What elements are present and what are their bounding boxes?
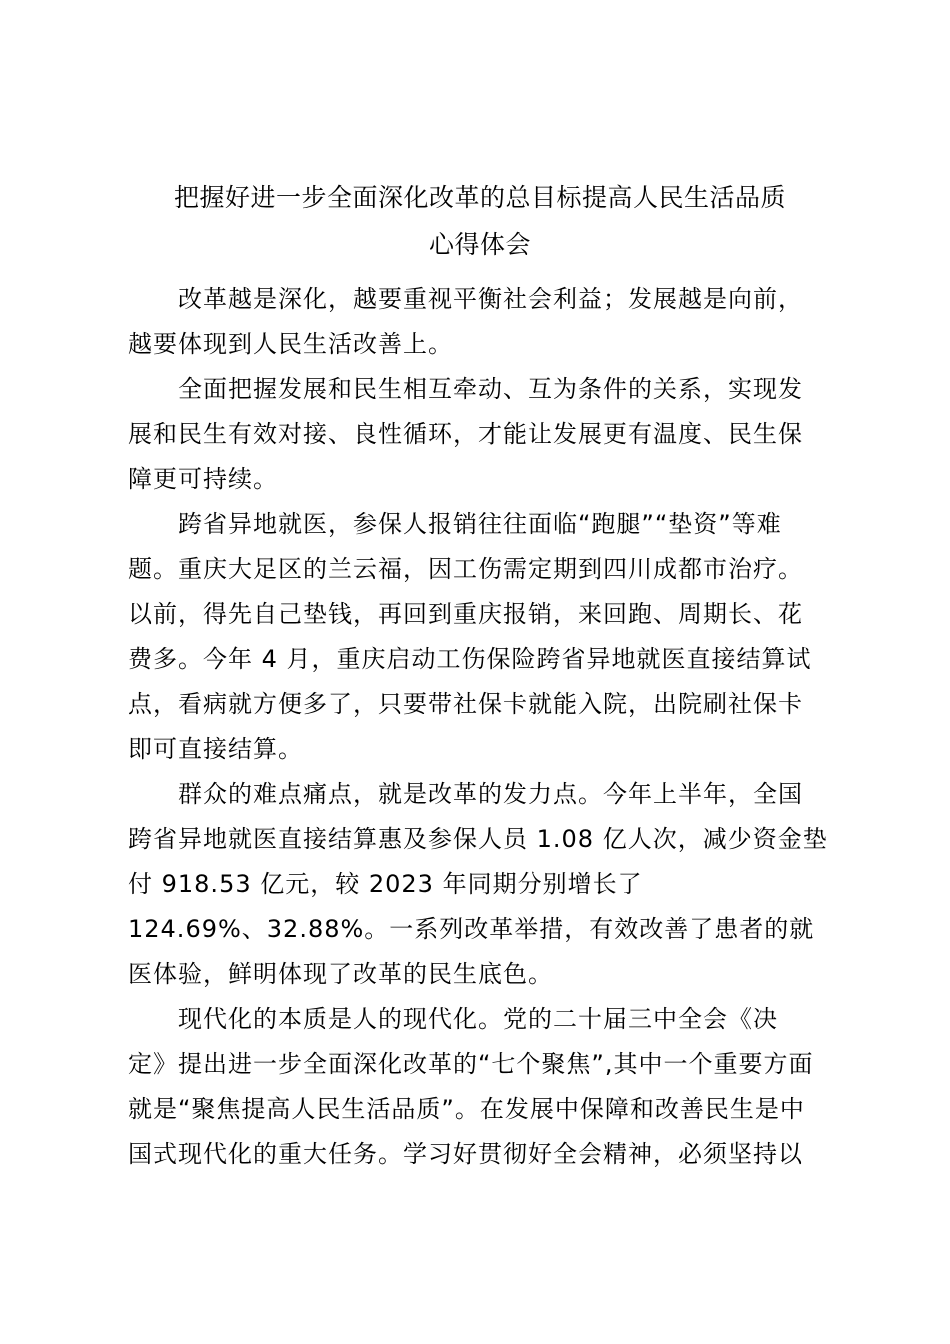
paragraph-3-line-6: 即可直接结算。: [128, 735, 303, 763]
paragraph-4-line-1: 群众的难点痛点，就是改革的发力点。今年上半年，全国: [178, 780, 803, 808]
paragraph-5-line-2: 定》提出进一步全面深化改革的“七个聚焦”,其中一个重要方面: [128, 1050, 814, 1078]
paragraph-5-line-1: 现代化的本质是人的现代化。党的二十届三中全会《决: [178, 1005, 778, 1033]
paragraph-4-line-2: 跨省异地就医直接结算惠及参保人员 1.08 亿人次，减少资金垫: [128, 825, 828, 853]
paragraph-5-line-4: 国式现代化的重大任务。学习好贯彻好全会精神，必须坚持以: [128, 1140, 803, 1168]
paragraph-2-line-3: 障更可持续。: [128, 465, 278, 493]
paragraph-4-line-3: 付 918.53 亿元，较 2023 年同期分别增长了: [128, 870, 643, 898]
paragraph-2-line-2: 展和民生有效对接、良性循环，才能让发展更有温度、民生保: [128, 420, 803, 448]
paragraph-3-line-4: 费多。今年 4 月，重庆启动工伤保险跨省异地就医直接结算试: [128, 645, 812, 673]
paragraph-5-line-3: 就是“聚焦提高人民生活品质”。在发展中保障和改善民生是中: [128, 1095, 805, 1123]
document-title-line-1: 把握好进一步全面深化改革的总目标提高人民生活品质: [173, 183, 786, 212]
paragraph-4-line-4: 124.69%、32.88%。一系列改革举措，有效改善了患者的就: [128, 915, 815, 943]
paragraph-4-line-5: 医体验，鲜明体现了改革的民生底色。: [128, 960, 553, 988]
paragraph-3-line-3: 以前，得先自己垫钱，再回到重庆报销，来回跑、周期长、花: [128, 600, 803, 628]
paragraph-3-line-1: 跨省异地就医，参保人报销往往面临“跑腿”“垫资”等难: [178, 510, 782, 538]
paragraph-3-line-5: 点，看病就方便多了，只要带社保卡就能入院，出院刷社保卡: [128, 690, 803, 718]
paragraph-1-line-2: 越要体现到人民生活改善上。: [128, 330, 453, 358]
document-title-line-2: 心得体会: [428, 230, 531, 259]
paragraph-1-line-1: 改革越是深化，越要重视平衡社会利益；发展越是向前，: [178, 285, 803, 313]
paragraph-2-line-1: 全面把握发展和民生相互牵动、互为条件的关系，实现发: [178, 375, 803, 403]
paragraph-3-line-2: 题。重庆大足区的兰云福，因工伤需定期到四川成都市治疗。: [128, 555, 803, 583]
